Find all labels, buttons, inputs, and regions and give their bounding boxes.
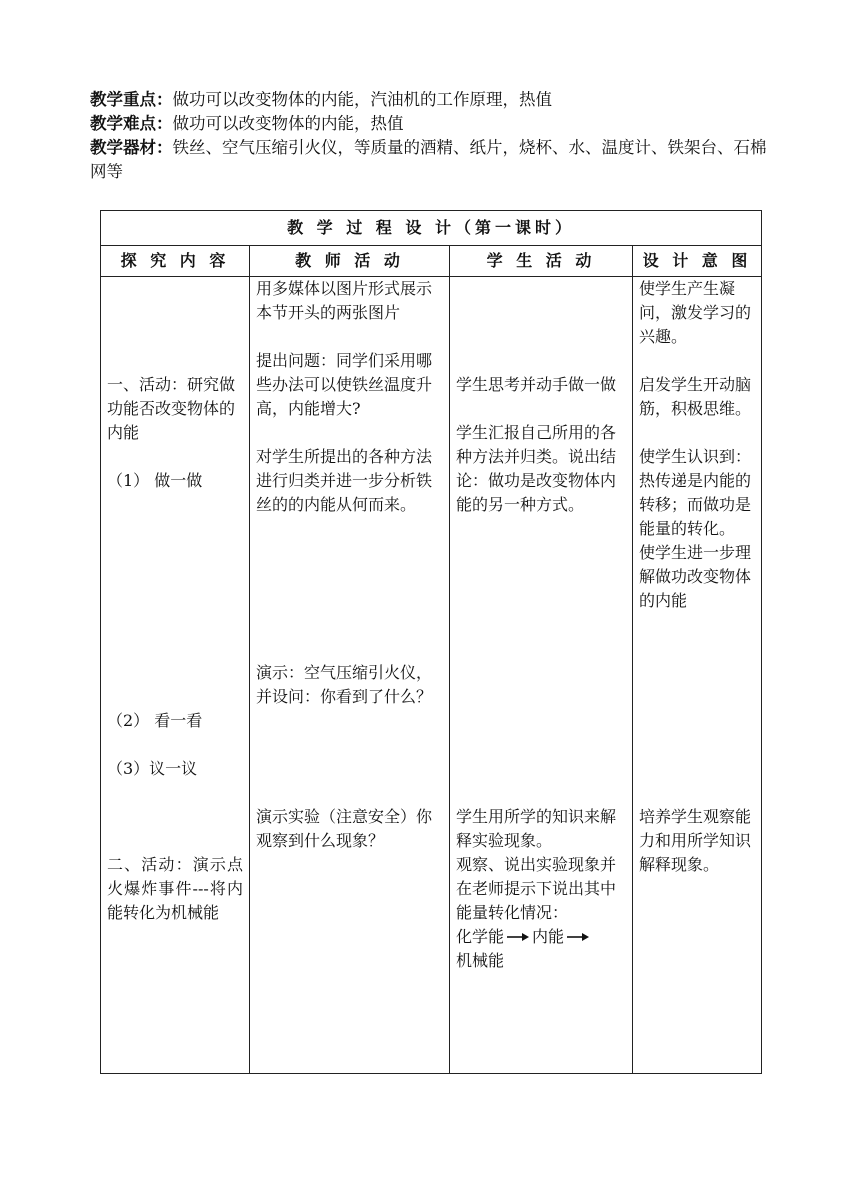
header-inquiry-content: 探 究 内 容 — [101, 246, 250, 277]
student-observe: 观察、说出实验现象并在老师提示下说出其中能量转化情况： — [456, 855, 617, 922]
difficulties-label: 教学难点： — [90, 114, 173, 133]
difficulties-line — [90, 112, 770, 136]
header-student-activity: 学 生 活 动 — [450, 246, 633, 277]
student-activity-cell — [450, 277, 633, 1074]
difficulties-text: 做功可以改变物体的内能，热值 — [172, 114, 404, 133]
header-design-intent: 设 计 意 图 — [633, 246, 762, 277]
step-look: （2） 看一看 — [107, 711, 203, 730]
arrow-right-icon — [566, 931, 590, 943]
intent-5: 培养学生观察能力和用所学知识解释现象。 — [639, 807, 752, 874]
teacher-intro: 用多媒体以图片形式展示本节开头的两张图片 — [256, 279, 433, 322]
key-points-label: 教学重点： — [90, 90, 173, 109]
table-header-row — [101, 246, 762, 277]
intent-4: 使学生进一步理解做功改变物体的内能 — [639, 543, 752, 610]
teacher-demo-2: 演示实验（注意安全）你观察到什么现象？ — [256, 807, 433, 850]
teacher-classify: 对学生所提出的各种方法进行归类并进一步分析铁丝的的内能从何而来。 — [256, 447, 433, 514]
arrow-right-icon — [506, 931, 530, 943]
energy-chemical: 化学能 — [456, 927, 505, 946]
intent-1: 使学生产生凝问，激发学习的兴趣。 — [639, 279, 752, 346]
design-intent-cell — [633, 277, 762, 1074]
intent-2: 启发学生开动脑筋，积极思维。 — [639, 375, 752, 418]
teacher-demo-1: 演示：空气压缩引火仪，并设问：你看到了什么？ — [256, 663, 433, 706]
activity-1-title: 一、活动：研究做功能否改变物体的内能 — [107, 375, 236, 442]
table-row — [101, 277, 762, 1074]
step-do-it: （1） 做一做 — [107, 471, 203, 490]
energy-chain — [456, 925, 626, 949]
teacher-activity-cell — [250, 277, 450, 1074]
equipment-label: 教学器材： — [90, 138, 173, 157]
activity-2-title: 二、活动：演示点火爆炸事件---将内能转化为机械能 — [107, 855, 243, 922]
key-points-text: 做功可以改变物体的内能，汽油机的工作原理，热值 — [172, 90, 552, 109]
student-think: 学生思考并动手做一做 — [456, 375, 617, 394]
energy-mechanical: 机械能 — [456, 951, 505, 970]
energy-internal: 内能 — [532, 927, 565, 946]
step-discuss: （3）议一议 — [107, 759, 198, 778]
equipment-text: 铁丝、空气压缩引火仪，等质量的酒精、纸片，烧杯、水、温度计、铁架台、石棉网等 — [90, 138, 767, 181]
key-points-line — [90, 88, 770, 112]
header-teacher-activity: 教 师 活 动 — [250, 246, 450, 277]
equipment-line — [90, 136, 770, 184]
intent-3: 使学生认识到：热传递是内能的转移；而做功是能量的转化。 — [639, 447, 752, 538]
student-report: 学生汇报自己所用的各种方法并归类。说出结论：做功是改变物体内能的另一种方式。 — [456, 423, 617, 514]
lesson-intro — [90, 88, 770, 184]
teacher-question: 提出问题：同学们采用哪些办法可以使铁丝温度升高，内能增大? — [256, 351, 433, 418]
student-explain: 学生用所学的知识来解释实验现象。 — [456, 807, 617, 850]
inquiry-content-cell — [101, 277, 250, 1074]
lesson-plan-table — [100, 210, 762, 1074]
table-title-row — [101, 211, 762, 246]
table-title: 教 学 过 程 设 计（第一课时） — [101, 211, 762, 246]
